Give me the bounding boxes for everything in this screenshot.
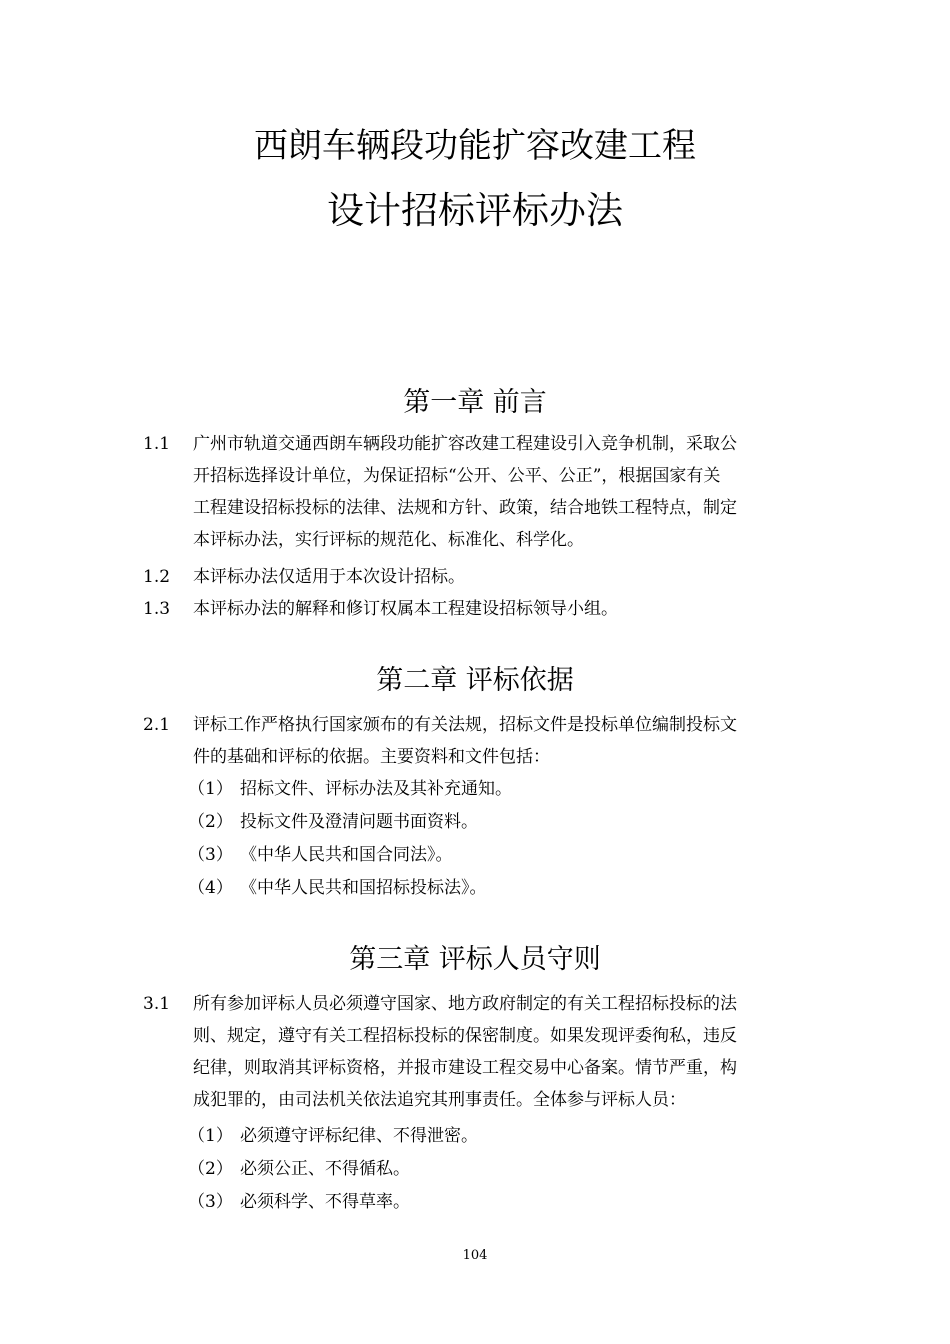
list-item-number: （2） [188, 1159, 233, 1179]
clause-text-line: 评标工作严格执行国家颁布的有关法规，招标文件是投标单位编制投标文 [193, 715, 737, 735]
chapter-3-heading: 第三章 评标人员守则 [349, 944, 601, 975]
clause-text-line: 成犯罪的，由司法机关依法追究其刑事责任。全体参与评标人员： [193, 1090, 686, 1110]
page-number: 104 [462, 1248, 488, 1263]
list-item-text: 招标文件、评标办法及其补充通知。 [240, 779, 512, 799]
clause-number: 1.1 [143, 434, 171, 454]
clause-text-line: 件的基础和评标的依据。主要资料和文件包括： [193, 747, 550, 767]
document-title-line-2: 设计招标评标办法 [327, 189, 623, 232]
clause-text-line: 纪律，则取消其评标资格，并报市建设工程交易中心备案。情节严重，构 [193, 1058, 737, 1078]
list-item-text: 必须科学、不得草率。 [240, 1192, 410, 1212]
document-title-line-1: 西朗车辆段功能扩容改建工程 [254, 126, 696, 166]
chapter-1-heading: 第一章 前言 [403, 387, 547, 418]
clause-text-line: 则、规定，遵守有关工程招标投标的保密制度。如果发现评委徇私，违反 [193, 1026, 737, 1046]
list-item-text: 必须公正、不得循私。 [240, 1159, 410, 1179]
list-item-number: （3） [188, 1192, 233, 1212]
clause-text-line: 本评标办法仅适用于本次设计招标。 [193, 567, 465, 587]
list-item-number: （4） [188, 878, 233, 898]
list-item-number: （1） [188, 1126, 233, 1146]
list-item-text: 必须遵守评标纪律、不得泄密。 [240, 1126, 478, 1146]
list-item-text: 投标文件及澄清问题书面资料。 [240, 812, 478, 832]
clause-number: 2.1 [143, 715, 171, 735]
clause-number: 1.3 [143, 599, 171, 619]
clause-text-line: 工程建设招标投标的法律、法规和方针、政策，结合地铁工程特点，制定 [193, 498, 737, 518]
clause-number: 1.2 [143, 567, 171, 587]
chapter-2-heading: 第二章 评标依据 [376, 665, 574, 696]
list-item-text: 《中华人民共和国招标投标法》。 [240, 878, 487, 898]
clause-text-line: 所有参加评标人员必须遵守国家、地方政府制定的有关工程招标投标的法 [193, 994, 737, 1014]
list-item-number: （2） [188, 812, 233, 832]
clause-text-line: 广州市轨道交通西朗车辆段功能扩容改建工程建设引入竞争机制，采取公 [193, 434, 737, 454]
clause-number: 3.1 [143, 994, 171, 1014]
clause-text-line: 本评标办法的解释和修订权属本工程建设招标领导小组。 [193, 599, 618, 619]
clause-text-line: 本评标办法，实行评标的规范化、标准化、科学化。 [193, 530, 584, 550]
list-item-text: 《中华人民共和国合同法》。 [240, 845, 453, 865]
list-item-number: （3） [188, 845, 233, 865]
clause-text-line: 开招标选择设计单位，为保证招标“公开、公平、公正”，根据国家有关 [193, 466, 721, 486]
list-item-number: （1） [188, 779, 233, 799]
